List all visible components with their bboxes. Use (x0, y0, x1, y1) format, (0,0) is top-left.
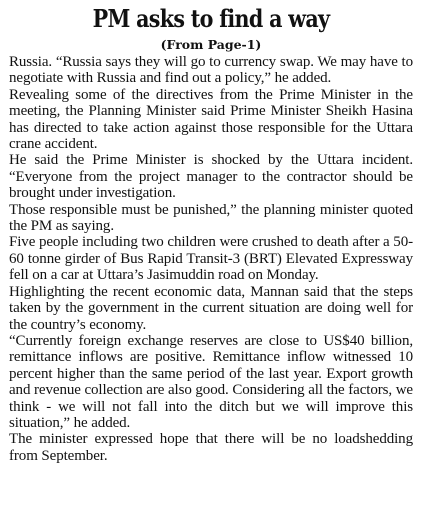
continuation-note: (From Page-1) (160, 37, 262, 52)
article-paragraph: Russia. “Russia says they will go to currency swap. We may have to negotiate with Russia and find out a policy,” he added. (9, 54, 413, 87)
news-article (9, 4, 413, 464)
article-body (9, 54, 413, 464)
article-paragraph: Those responsible must be punished,” the planning minister quoted the PM as saying. (9, 201, 413, 235)
article-paragraph: The minister expressed hope that there will be no loadshedding from September. (9, 431, 413, 464)
article-paragraph: Five people including two children were crushed to death after a 50-60 tonne girder of Bus Rapid Transit-3 (BRT) Elevated Expressway fell on a car at Uttara’s Jasimuddin road on Monday. (9, 234, 413, 284)
article-paragraph: Highlighting the recent economic data, Mannan said that the steps taken by the government in the current situation are doing well for the country’s economy. (9, 283, 413, 333)
article-headline: PM asks to find a way (92, 4, 330, 33)
article-paragraph: “Currently foreign exchange reserves are close to US$40 billion, remittance inflows are positive. Remittance inflow witnessed 10 percent higher than the same period of the last year. Export growth and revenue collection are also good. Considering all the factors, we think - we will not fall into the ditch but we will improve this situation,” he added. (9, 332, 413, 431)
article-paragraph: He said the Prime Minister is shocked by the Uttara incident. “Everyone from the project manager to the contractor should be brought under investigation. (9, 152, 413, 202)
article-paragraph: Revealing some of the directives from the Prime Minister in the meeting, the Planning Minister said Prime Minister Sheikh Hasina has directed to take action against those responsible for the Uttara crane accident. (9, 86, 413, 153)
